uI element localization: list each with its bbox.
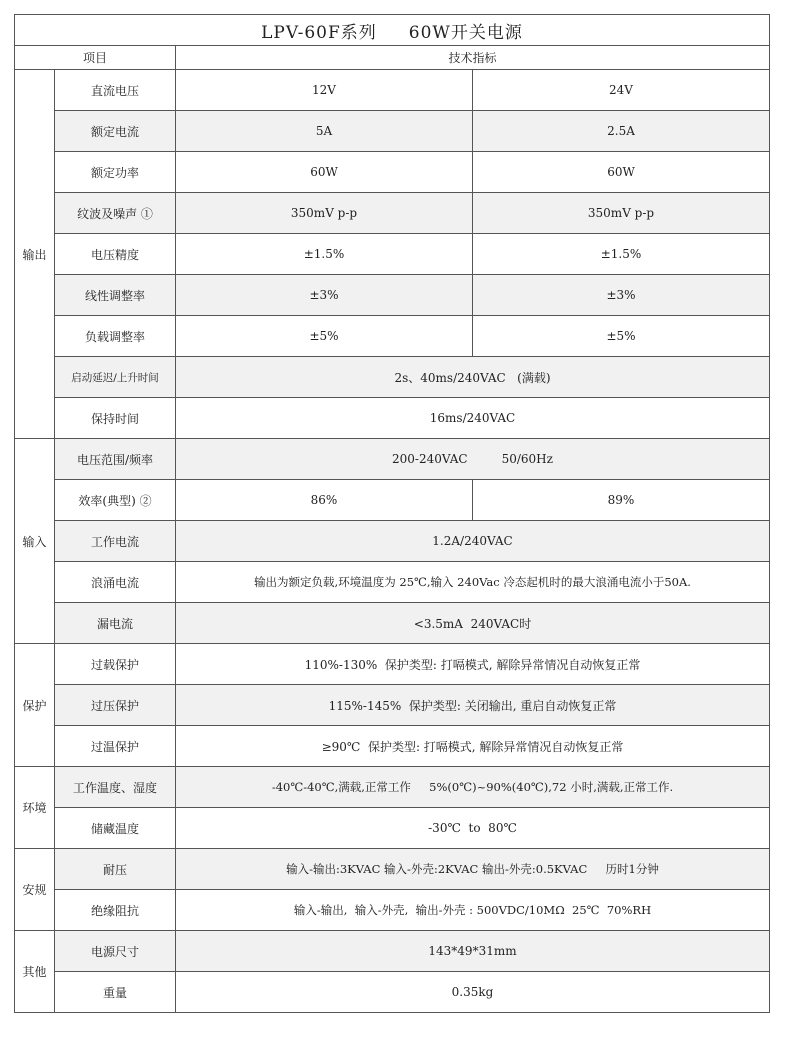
- table-row: [15, 767, 770, 808]
- table-row: [15, 562, 770, 603]
- row-label: 额定功率: [55, 152, 176, 193]
- row-label: 电压范围/频率: [55, 439, 176, 480]
- table-row: [15, 890, 770, 931]
- table-row: [15, 357, 770, 398]
- table-row: [15, 316, 770, 357]
- row-label: 直流电压: [55, 70, 176, 111]
- value-24v: 60W: [473, 152, 770, 193]
- row-label: 储藏温度: [55, 808, 176, 849]
- category-input: 输入: [15, 439, 55, 644]
- voltage-range-value: 200-240VAC: [392, 452, 468, 466]
- row-label: 保持时间: [55, 398, 176, 439]
- value-24v: 24V: [473, 70, 770, 111]
- page-title: LPV-60F系列 60W开关电源: [15, 15, 770, 46]
- table-row: [15, 193, 770, 234]
- value-merged: 1.2A/240VAC: [176, 521, 770, 562]
- table-row: [15, 398, 770, 439]
- value-24v: ±5%: [473, 316, 770, 357]
- table-row: [15, 603, 770, 644]
- row-label: 线性调整率: [55, 275, 176, 316]
- row-label: 过温保护: [55, 726, 176, 767]
- row-label: 效率(典型) ②: [55, 480, 176, 521]
- value-12v: 350mV p-p: [176, 193, 473, 234]
- value-12v: 5A: [176, 111, 473, 152]
- value-merged: 143*49*31mm: [176, 931, 770, 972]
- row-label: 重量: [55, 972, 176, 1013]
- value-24v: 89%: [473, 480, 770, 521]
- row-label: 启动延迟/上升时间: [55, 357, 176, 398]
- row-label: 工作电流: [55, 521, 176, 562]
- row-label: 浪涌电流: [55, 562, 176, 603]
- value-merged: -40℃-40℃,满载,正常工作 5%(0℃)~90%(40℃),72 小时,满载,正常工作.: [176, 767, 770, 808]
- table-row: [15, 685, 770, 726]
- row-label: 绝缘阻抗: [55, 890, 176, 931]
- value-24v: 2.5A: [473, 111, 770, 152]
- table-row: [15, 480, 770, 521]
- spec-table: [14, 14, 770, 1013]
- table-row: [15, 726, 770, 767]
- table-row: [15, 111, 770, 152]
- table-row: [15, 152, 770, 193]
- value-merged: 输入-输出, 输入-外壳, 输出-外壳 : 500VDC/10MΩ 25℃ 70%RH: [176, 890, 770, 931]
- row-label: 额定电流: [55, 111, 176, 152]
- table-row: [15, 439, 770, 480]
- header-spec: 技术指标: [176, 46, 770, 70]
- category-other: 其他: [15, 931, 55, 1013]
- row-label: 负载调整率: [55, 316, 176, 357]
- table-row: [15, 234, 770, 275]
- value-12v: 60W: [176, 152, 473, 193]
- value-merged: 输入-输出:3KVAC 输入-外壳:2KVAC 输出-外壳:0.5KVAC 历时1分钟: [176, 849, 770, 890]
- row-label: 漏电流: [55, 603, 176, 644]
- row-label: 耐压: [55, 849, 176, 890]
- value-12v: ±1.5%: [176, 234, 473, 275]
- value-12v: 12V: [176, 70, 473, 111]
- row-label: 纹波及噪声 ①: [55, 193, 176, 234]
- category-protection: 保护: [15, 644, 55, 767]
- value-24v: ±1.5%: [473, 234, 770, 275]
- value-merged: 115%-145% 保护类型: 关闭输出, 重启自动恢复正常: [176, 685, 770, 726]
- title-row: [15, 15, 770, 46]
- value-12v: 86%: [176, 480, 473, 521]
- row-label: 过压保护: [55, 685, 176, 726]
- value-merged: 16ms/240VAC: [176, 398, 770, 439]
- table-row: [15, 972, 770, 1013]
- value-merged: 输出为额定负载,环境温度为 25℃,输入 240Vac 冷态起机时的最大浪涌电流小于50A.: [176, 562, 770, 603]
- table-row: [15, 275, 770, 316]
- header-row: [15, 46, 770, 70]
- value-12v: ±5%: [176, 316, 473, 357]
- value-24v: ±3%: [473, 275, 770, 316]
- category-environment: 环境: [15, 767, 55, 849]
- value-merged: [176, 439, 770, 480]
- frequency-value: 50/60Hz: [501, 452, 553, 466]
- row-label: 工作温度、湿度: [55, 767, 176, 808]
- value-merged: 0.35kg: [176, 972, 770, 1013]
- header-item: 项目: [15, 46, 176, 70]
- table-row: [15, 931, 770, 972]
- value-merged: <3.5mA 240VAC时: [176, 603, 770, 644]
- value-merged: 2s、40ms/240VAC (满载): [176, 357, 770, 398]
- table-row: [15, 808, 770, 849]
- table-row: [15, 521, 770, 562]
- value-24v: 350mV p-p: [473, 193, 770, 234]
- value-merged: 110%-130% 保护类型: 打嗝模式, 解除异常情况自动恢复正常: [176, 644, 770, 685]
- table-row: [15, 70, 770, 111]
- table-row: [15, 849, 770, 890]
- spec-sheet: [14, 14, 770, 1013]
- value-12v: ±3%: [176, 275, 473, 316]
- row-label: 过载保护: [55, 644, 176, 685]
- value-merged: -30℃ to 80℃: [176, 808, 770, 849]
- category-safety: 安规: [15, 849, 55, 931]
- table-row: [15, 644, 770, 685]
- row-label: 电压精度: [55, 234, 176, 275]
- value-merged: ≥90℃ 保护类型: 打嗝模式, 解除异常情况自动恢复正常: [176, 726, 770, 767]
- category-output: 输出: [15, 70, 55, 439]
- row-label: 电源尺寸: [55, 931, 176, 972]
